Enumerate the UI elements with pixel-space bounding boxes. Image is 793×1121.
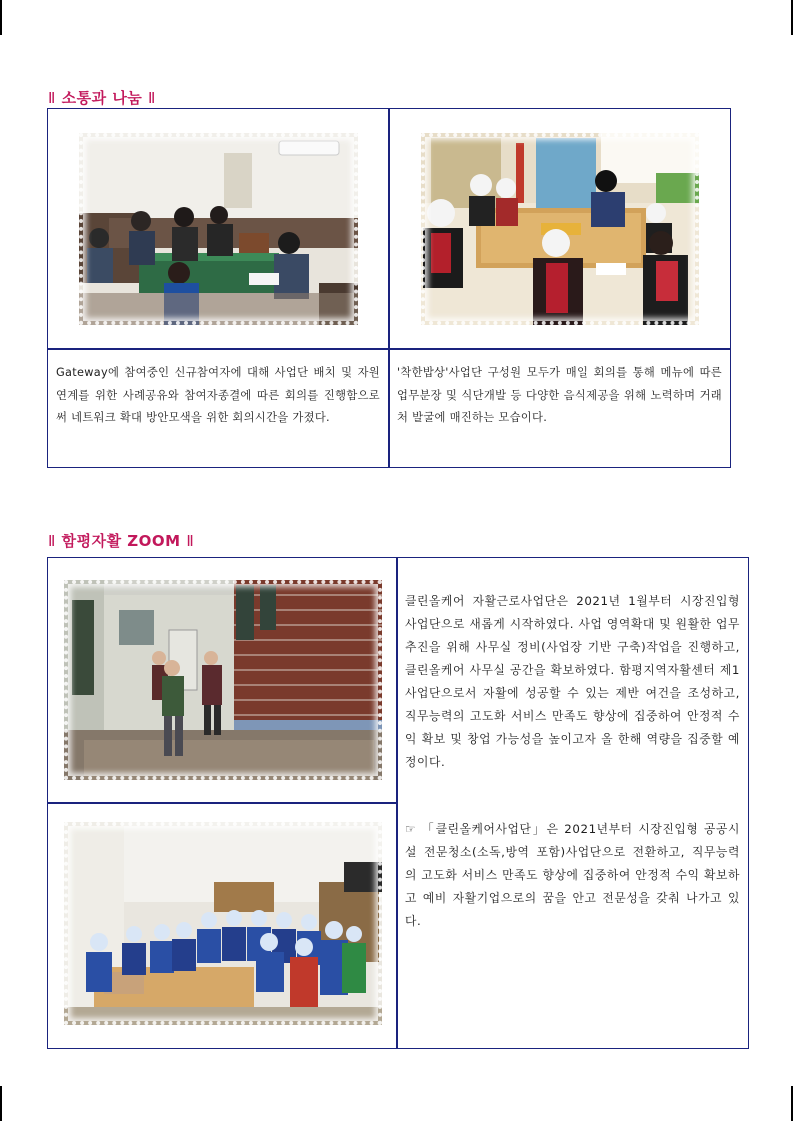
title-bar-right: Ⅱ [148,89,156,107]
section2-title-text: 함평자활 ZOOM [61,532,181,550]
caption-left: Gateway에 참여중인 신규참여자에 대해 사업단 배치 및 자원연계를 위한 사례공유와 참여자종결에 따른 회의를 진행함으로써 네트워크 확대 방안모색을 위한 회의시간을 가졌다. [56,366,380,424]
meeting-room-photo [79,133,358,325]
caption-right: '착한밥상'사업단 구성원 모두가 매일 회의를 통해 메뉴에 따른 업무분장 및 식단개발 등 다양한 음식제공을 위해 노력하며 거래처 발굴에 매진하는 모습이다. [397,366,722,424]
section2-title [48,530,194,551]
cleaning-team-group-photo [64,822,382,1025]
title-bar-left: Ⅱ [48,532,56,550]
crop-mark-top-left [0,0,2,35]
title-bar-left: Ⅱ [48,89,56,107]
cooking-team-meeting-photo [421,133,699,325]
office-renovation-photo [64,580,382,780]
crop-mark-bottom-left [0,1086,2,1121]
section2-paragraph-1: 클린올케어 자활근로사업단은 2021년 1월부터 시장진입형 사업단으로 새롭게 시작하였다. 사업 영역확대 및 원활한 업무 추진을 위해 사무실 정비(사업장 기반 구축)작업을 진행하고, 클린올케어 사무실 공간을 확보하였다. 함평지역자활센터 제1사업단으로서 자활에 성공할 수 있는 제반 여건을 조성하고, 직무능력의 고도화 서비스 만족도 향상에 집중하여 안정적 수익 확보 및 창업 가능성을 높이고자 올 한해 역량을 집중할 예정이다. [405,594,740,769]
section1-divider-horizontal [47,348,731,350]
section2-divider-horizontal [47,802,397,804]
section1-title-text: 소통과 나눔 [61,89,143,107]
section2-paragraph-2: ☞ 「클린올케어사업단」은 2021년부터 시장진입형 공공시설 전문청소(소독,방역 포함)사업단으로 전환하고, 직무능력의 고도화 서비스 만족도 향상에 집중하여 안정적 수익 확보하고 예비 자활기업으로의 꿈을 안고 전문성을 갖춰 나가고 있다. [405,822,740,928]
title-bar-right: Ⅱ [186,532,195,550]
section1-title [48,87,156,108]
section1-divider-vertical [388,108,390,468]
